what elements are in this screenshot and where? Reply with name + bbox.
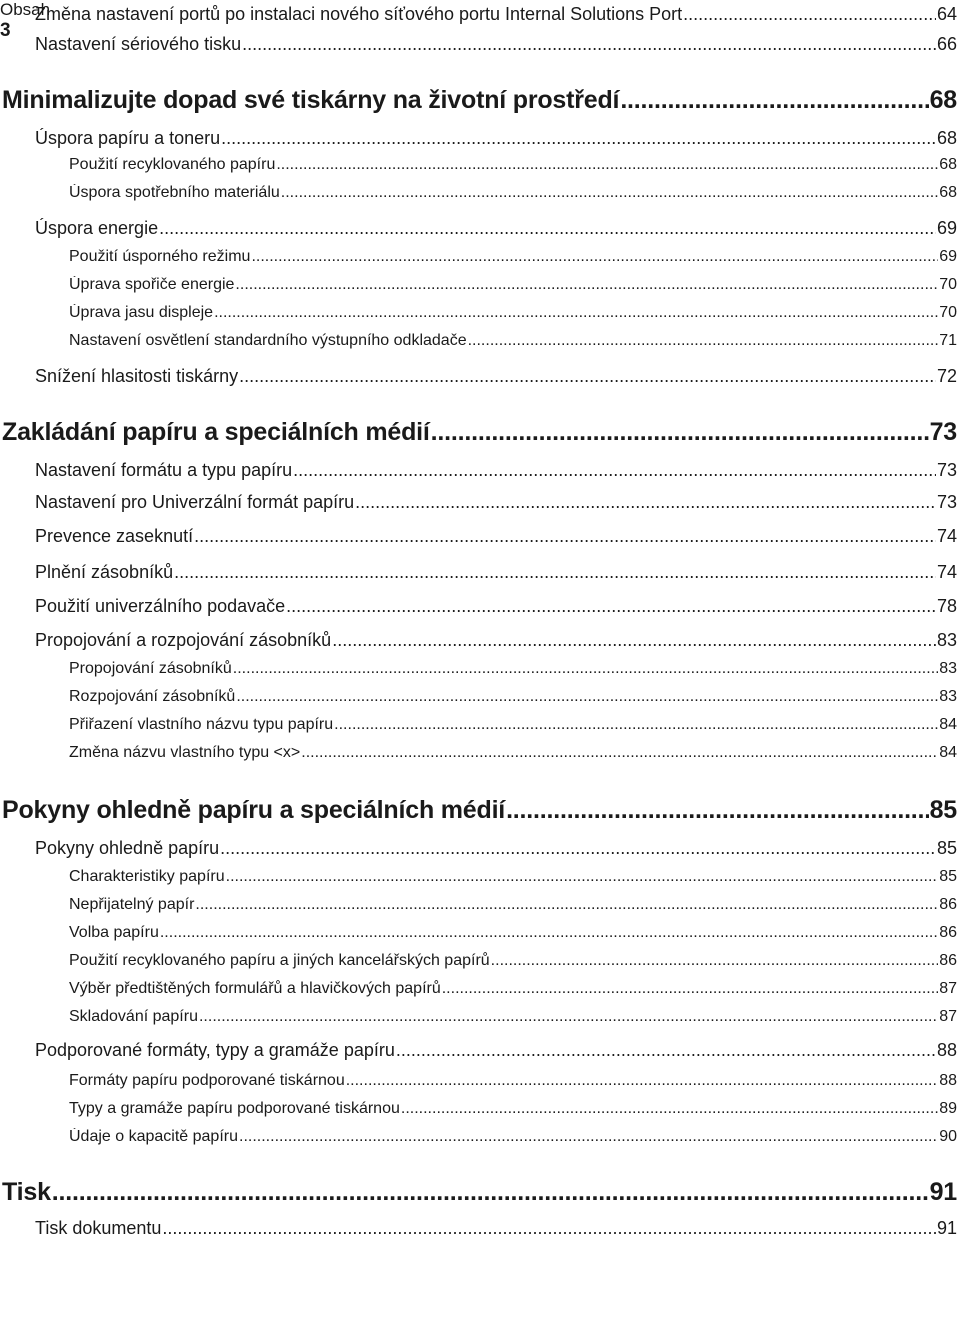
dot-leader bbox=[162, 1218, 936, 1239]
toc-entry[interactable] bbox=[2, 86, 957, 115]
toc-entry[interactable] bbox=[35, 460, 957, 481]
toc-entry[interactable] bbox=[69, 980, 957, 998]
toc-entry[interactable] bbox=[35, 128, 957, 149]
toc-entry[interactable] bbox=[35, 630, 957, 651]
toc-entry-title: Změna nastavení portů po instalaci nového síťového portu Internal Solutions Port bbox=[35, 4, 683, 24]
dot-leader bbox=[334, 716, 938, 734]
toc-entry[interactable] bbox=[35, 838, 957, 859]
dot-leader bbox=[355, 492, 936, 513]
toc-entry[interactable] bbox=[35, 526, 957, 547]
dot-leader bbox=[194, 526, 936, 547]
toc-entry[interactable] bbox=[69, 332, 957, 350]
toc-entry[interactable] bbox=[69, 184, 957, 202]
toc-entry-page: 84 bbox=[939, 744, 957, 761]
toc-entry[interactable] bbox=[69, 924, 957, 942]
toc-entry[interactable] bbox=[35, 562, 957, 583]
footer-section-label: Obsah bbox=[0, 0, 51, 19]
toc-entry-title: Prevence zaseknutí bbox=[35, 526, 194, 546]
toc-entry-title: Propojování a rozpojování zásobníků bbox=[35, 630, 332, 650]
toc-entry-title: Podporované formáty, typy a gramáže papíru bbox=[35, 1040, 395, 1060]
toc-entry[interactable] bbox=[69, 688, 957, 706]
toc-entry-page: 64 bbox=[936, 4, 957, 24]
dot-leader bbox=[242, 34, 936, 55]
toc-entry-title: Úspora spotřebního materiálu bbox=[69, 184, 280, 201]
toc-entry[interactable] bbox=[69, 896, 957, 914]
dot-leader bbox=[431, 418, 929, 447]
toc-entry-title: Charakteristiky papíru bbox=[69, 868, 225, 885]
toc-entry-page: 72 bbox=[936, 366, 957, 386]
toc-entry[interactable] bbox=[35, 492, 957, 513]
dot-leader bbox=[506, 796, 929, 825]
toc-entry[interactable] bbox=[69, 304, 957, 322]
toc-entry-page: 70 bbox=[939, 276, 957, 293]
toc-entry[interactable] bbox=[69, 156, 957, 174]
toc-entry-title: Rozpojování zásobníků bbox=[69, 688, 236, 705]
toc-entry-title: Minimalizujte dopad své tiskárny na životní prostředí bbox=[2, 86, 620, 114]
toc-entry-title: Snížení hlasitosti tiskárny bbox=[35, 366, 239, 386]
toc-entry-title: Změna názvu vlastního typu <x> bbox=[69, 744, 301, 761]
toc-entry-page: 91 bbox=[929, 1178, 957, 1206]
dot-leader bbox=[226, 868, 939, 886]
toc-entry-title: Nastavení formátu a typu papíru bbox=[35, 460, 293, 480]
toc-entry-page: 87 bbox=[939, 980, 957, 997]
toc-entry-page: 85 bbox=[936, 838, 957, 858]
toc-entry-page: 70 bbox=[939, 304, 957, 321]
toc-entry[interactable] bbox=[69, 716, 957, 734]
toc-entry-title: Úprava spořiče energie bbox=[69, 276, 235, 293]
toc-entry[interactable] bbox=[69, 248, 957, 266]
dot-leader bbox=[468, 332, 939, 350]
toc-entry[interactable] bbox=[69, 868, 957, 886]
toc-entry-page: 83 bbox=[939, 688, 957, 705]
toc-entry-page: 84 bbox=[939, 716, 957, 733]
toc-entry-title: Výběr předtištěných formulářů a hlavičkových papírů bbox=[69, 980, 441, 997]
toc-entry[interactable] bbox=[69, 1072, 957, 1090]
dot-leader bbox=[301, 744, 938, 762]
toc-entry-page: 85 bbox=[939, 868, 957, 885]
dot-leader bbox=[251, 248, 938, 266]
toc-entry-page: 78 bbox=[936, 596, 957, 616]
toc-entry-title: Nastavení pro Univerzální formát papíru bbox=[35, 492, 355, 512]
toc-entry-title: Použití úsporného režimu bbox=[69, 248, 251, 265]
dot-leader bbox=[396, 1040, 936, 1061]
toc-entry-page: 68 bbox=[929, 86, 957, 114]
toc-entry[interactable] bbox=[35, 4, 957, 25]
toc-entry-page: 73 bbox=[936, 460, 957, 480]
toc-entry-page: 74 bbox=[936, 526, 957, 546]
dot-leader bbox=[159, 218, 936, 239]
toc-entry-page: 83 bbox=[936, 630, 957, 650]
toc-entry-page: 83 bbox=[939, 660, 957, 677]
toc-entry[interactable] bbox=[35, 34, 957, 55]
toc-entry-page: 86 bbox=[939, 896, 957, 913]
dot-leader bbox=[233, 660, 938, 678]
toc-entry-page: 87 bbox=[939, 1008, 957, 1025]
toc-entry-title: Úprava jasu displeje bbox=[69, 304, 214, 321]
toc-entry[interactable] bbox=[2, 796, 957, 825]
toc-entry[interactable] bbox=[2, 1178, 957, 1207]
dot-leader bbox=[239, 1128, 938, 1146]
dot-leader bbox=[281, 184, 938, 202]
toc-entry-title: Plnění zásobníků bbox=[35, 562, 174, 582]
toc-entry-page: 90 bbox=[939, 1128, 957, 1145]
toc-entry-page: 71 bbox=[939, 332, 957, 349]
toc-entry-title: Zakládání papíru a speciálních médií bbox=[2, 418, 430, 446]
toc-entry[interactable] bbox=[69, 744, 957, 762]
dot-leader bbox=[52, 1178, 929, 1207]
dot-leader bbox=[286, 596, 936, 617]
toc-entry-title: Skladování papíru bbox=[69, 1008, 198, 1025]
dot-leader bbox=[174, 562, 936, 583]
toc-entry-title: Formáty papíru podporované tiskárnou bbox=[69, 1072, 345, 1089]
toc-entry[interactable] bbox=[69, 1100, 957, 1118]
dot-leader bbox=[236, 688, 938, 706]
toc-entry-title: Nastavení sériového tisku bbox=[35, 34, 242, 54]
toc-entry-title: Nepřijatelný papír bbox=[69, 896, 195, 913]
dot-leader bbox=[293, 460, 936, 481]
toc-entry[interactable] bbox=[35, 1040, 957, 1061]
toc-entry[interactable] bbox=[69, 1128, 957, 1146]
toc-entry-title: Úspora papíru a toneru bbox=[35, 128, 221, 148]
dot-leader bbox=[214, 304, 938, 322]
toc-entry-title: Propojování zásobníků bbox=[69, 660, 232, 677]
toc-entry-page: 86 bbox=[939, 952, 957, 969]
dot-leader bbox=[195, 896, 938, 914]
dot-leader bbox=[235, 276, 938, 294]
toc-entry-page: 73 bbox=[936, 492, 957, 512]
toc-entry-title: Přiřazení vlastního názvu typu papíru bbox=[69, 716, 334, 733]
dot-leader bbox=[160, 924, 938, 942]
toc-entry[interactable] bbox=[69, 276, 957, 294]
toc-entry[interactable] bbox=[35, 1218, 957, 1239]
toc-entry-page: 91 bbox=[936, 1218, 957, 1238]
toc-entry-title: Pokyny ohledně papíru a speciálních médií bbox=[2, 796, 506, 824]
toc-entry-page: 88 bbox=[936, 1040, 957, 1060]
toc-entry-page: 68 bbox=[939, 184, 957, 201]
toc-entry-page: 68 bbox=[936, 128, 957, 148]
dot-leader bbox=[220, 838, 936, 859]
dot-leader bbox=[332, 630, 936, 651]
dot-leader bbox=[239, 366, 936, 387]
toc-entry-title: Tisk bbox=[2, 1178, 51, 1206]
toc-entry-page: 66 bbox=[936, 34, 957, 54]
footer-page-number: 3 bbox=[0, 20, 11, 41]
toc-entry[interactable] bbox=[2, 418, 957, 447]
toc-entry-page: 88 bbox=[939, 1072, 957, 1089]
toc-entry-title: Použití recyklovaného papíru bbox=[69, 156, 276, 173]
toc-entry-page: 86 bbox=[939, 924, 957, 941]
toc-entry[interactable] bbox=[69, 660, 957, 678]
dot-leader bbox=[620, 86, 928, 115]
toc-entry-page: 69 bbox=[939, 248, 957, 265]
dot-leader bbox=[683, 4, 936, 25]
toc-entry-title: Údaje o kapacitě papíru bbox=[69, 1128, 238, 1145]
dot-leader bbox=[401, 1100, 938, 1118]
toc-entry-title: Úspora energie bbox=[35, 218, 159, 238]
toc-entry-title: Tisk dokumentu bbox=[35, 1218, 162, 1238]
toc-entry-page: 89 bbox=[939, 1100, 957, 1117]
toc-entry[interactable] bbox=[69, 1008, 957, 1026]
toc-entry-page: 69 bbox=[936, 218, 957, 238]
toc-entry[interactable] bbox=[35, 218, 957, 239]
toc-entry-title: Typy a gramáže papíru podporované tiskárnou bbox=[69, 1100, 400, 1117]
toc-entry[interactable] bbox=[69, 952, 957, 970]
dot-leader bbox=[276, 156, 938, 174]
toc-entry[interactable] bbox=[35, 596, 957, 617]
toc-entry-title: Pokyny ohledně papíru bbox=[35, 838, 220, 858]
toc-entry-page: 85 bbox=[929, 796, 957, 824]
toc-entry-title: Použití recyklovaného papíru a jiných kancelářských papírů bbox=[69, 952, 490, 969]
toc-entry-title: Nastavení osvětlení standardního výstupního odkladače bbox=[69, 332, 467, 349]
dot-leader bbox=[491, 952, 939, 970]
toc-entry-page: 73 bbox=[929, 418, 957, 446]
dot-leader bbox=[221, 128, 936, 149]
toc-entry-page: 74 bbox=[936, 562, 957, 582]
toc-entry-title: Volba papíru bbox=[69, 924, 159, 941]
toc-entry[interactable] bbox=[35, 366, 957, 387]
toc-entry-title: Použití univerzálního podavače bbox=[35, 596, 286, 616]
dot-leader bbox=[442, 980, 938, 998]
dot-leader bbox=[346, 1072, 938, 1090]
toc-entry-page: 68 bbox=[939, 156, 957, 173]
dot-leader bbox=[199, 1008, 938, 1026]
